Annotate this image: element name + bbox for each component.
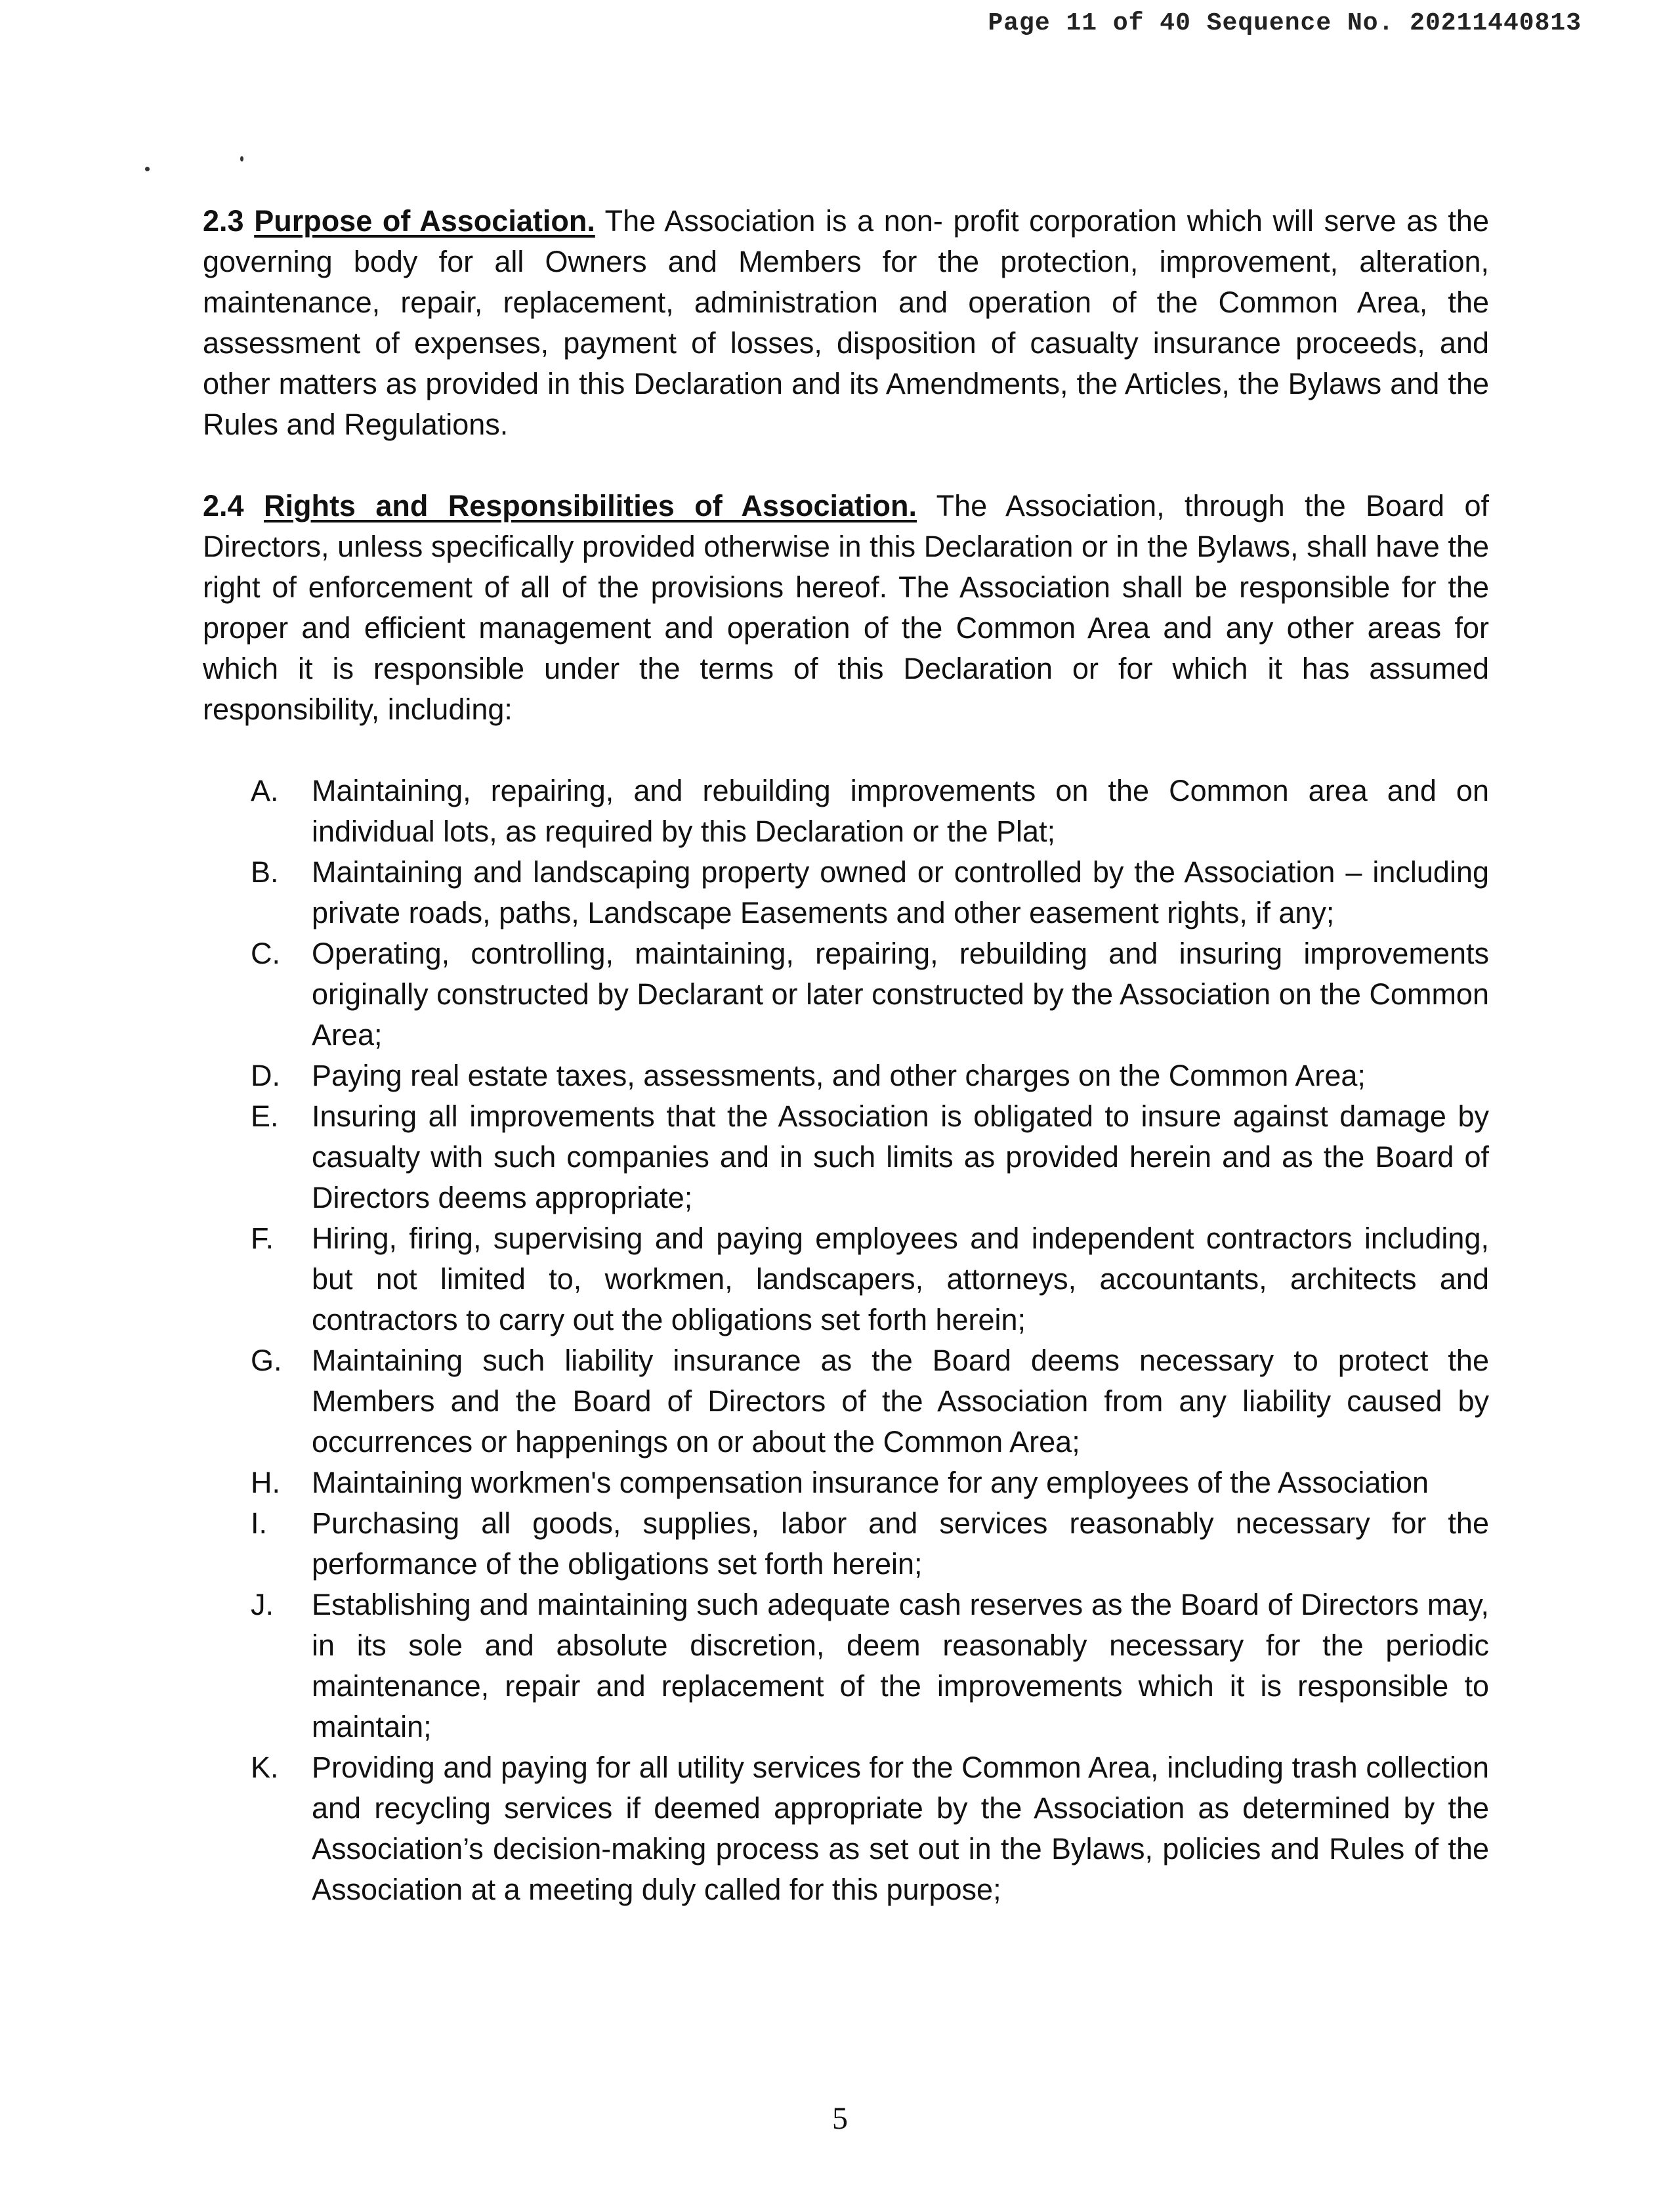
list-item-letter: B. [251, 855, 279, 889]
list-item-text: Maintaining such liability insurance as the Board deems necessary to protect the Members and the Board of Directors of the Association from any liability caused by occurrences or happenings on or about the Common Area; [312, 1344, 1489, 1459]
list-item [203, 1585, 1489, 1747]
section-number: 2.4 [203, 489, 244, 522]
list-item-text: Maintaining, repairing, and rebuilding improvements on the Common area and on individual lots, as required by this Declaration or the Plat; [312, 774, 1489, 848]
list-item [203, 1340, 1489, 1462]
section-heading: Rights and Responsibilities of Association. [263, 489, 917, 522]
list-item-letter: C. [251, 937, 280, 970]
list-item-letter: H. [251, 1466, 280, 1499]
list-item-text: Maintaining and landscaping property owned or controlled by the Association – including private roads, paths, Landscape Easements and other easement rights, if any; [312, 855, 1489, 929]
list-item [203, 1747, 1489, 1910]
section-body: The Association, through the Board of Directors, unless specifically provided otherwise in this Declaration or in the Bylaws, shall have the right of enforcement of all of the provisions hereof. The Association shall be responsible for the proper and efficient management and operation of the Common Area and any other areas for which it is responsible under the terms of this Declaration or for which it has assumed responsibility, including: [203, 489, 1490, 726]
list-item-text: Insuring all improvements that the Association is obligated to insure against damage by casualty with such companies and in such limits as provided herein and as the Board of Directors deems appropriate; [312, 1099, 1489, 1214]
list-item-letter: D. [251, 1059, 280, 1092]
list-item-text: Providing and paying for all utility services for the Common Area, including trash collection and recycling services if deemed appropriate by the Association as determined by the Association’s decision-making process as set out in the Bylaws, policies and Rules of the Association at a meeting duly called for this purpose; [312, 1751, 1489, 1906]
list-item-letter: A. [251, 774, 279, 807]
list-item [203, 852, 1489, 933]
list-item-letter: I. [251, 1506, 268, 1540]
section-number: 2.3 [203, 204, 244, 238]
page-number: 5 [832, 2101, 848, 2136]
list-item-text: Paying real estate taxes, assessments, and other charges on the Common Area; [312, 1059, 1366, 1092]
section-body: The Association is a non- profit corporation which will serve as the governing body for all Owners and Members for the protection, improvement, alteration, maintenance, repair, replacement, administration and operation of the Common Area, the assessment of expenses, payment of losses, disposition of casualty insurance proceeds, and other matters as provided in this Declaration and its Amendments, the Articles, the Bylaws and the Rules and Regulations. [203, 204, 1489, 441]
list-item-letter: E. [251, 1099, 279, 1133]
list-item-text: Purchasing all goods, supplies, labor and services reasonably necessary for the performance of the obligations set forth herein; [312, 1506, 1489, 1581]
scan-speck [240, 156, 243, 161]
list-item-letter: K. [251, 1751, 279, 1784]
list-item [203, 1462, 1489, 1503]
list-item-letter: F. [251, 1222, 274, 1255]
list-item-text: Operating, controlling, maintaining, repairing, rebuilding and insuring improvements originally constructed by Declarant or later constructed by the Association on the Common Area; [312, 937, 1489, 1052]
list-item-letter: J. [251, 1588, 274, 1621]
list-item [203, 1503, 1489, 1585]
list-item-text: Hiring, firing, supervising and paying employees and independent contractors including, but not limited to, workmen, landscapers, attorneys, accountants, architects and contractors to carry out the obligations set forth herein; [312, 1222, 1489, 1336]
document-body [203, 201, 1489, 1910]
list-item [203, 1055, 1489, 1096]
list-item [203, 1218, 1489, 1340]
list-item [203, 1096, 1489, 1218]
section-2-4 [203, 486, 1489, 730]
page-sequence-header: Page 11 of 40 Sequence No. 20211440813 [988, 9, 1582, 37]
list-item-letter: G. [251, 1344, 282, 1377]
scan-speck [145, 167, 150, 171]
list-item [203, 933, 1489, 1055]
list-item [203, 771, 1489, 852]
list-item-text: Maintaining workmen's compensation insurance for any employees of the Association [312, 1466, 1429, 1499]
section-2-3 [203, 201, 1489, 445]
list-item-text: Establishing and maintaining such adequate cash reserves as the Board of Directors may, in its sole and absolute discretion, deem reasonably necessary for the periodic maintenance, repair and replacement of the improvements which it is responsible to maintain; [312, 1588, 1489, 1743]
responsibilities-list [203, 771, 1489, 1910]
section-heading: Purpose of Association. [254, 204, 595, 238]
